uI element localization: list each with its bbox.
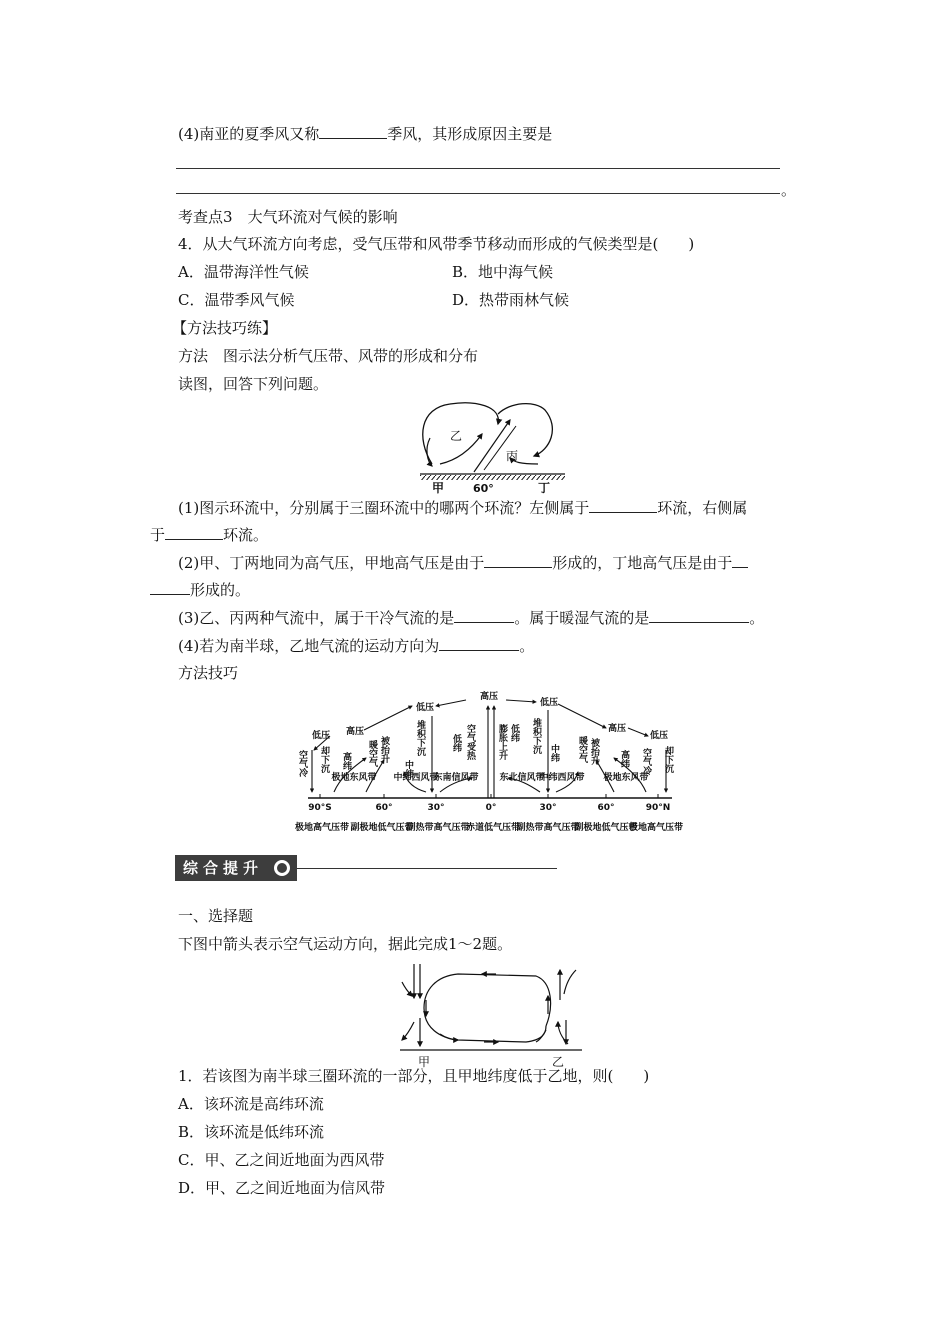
- fig2-lat-0: 90°S: [308, 803, 332, 813]
- answer-blank: [319, 123, 387, 139]
- fig2-top-lowp-r1: 低压: [650, 731, 669, 741]
- fig2-lat-5: 60°: [597, 803, 615, 813]
- fig2-top-highp-l2: 高压: [346, 727, 365, 737]
- fig2-vt-i: 空气受热: [465, 724, 475, 760]
- fig2-top-lowp-l1: 低压: [312, 731, 331, 741]
- fig2-vt-a: 空气冷: [297, 750, 307, 777]
- fig2-pressure-1: 副极地低气压带: [350, 823, 414, 833]
- fig1-label-60: 60°: [473, 482, 494, 495]
- choice-q1-option-a: A．该环流是高纬环流: [178, 1095, 324, 1113]
- fig2-pressure-5: 副极地低气压带: [574, 823, 638, 833]
- fig2-vt-f: 堆积下沉: [415, 720, 425, 756]
- fig2-wind-2: 东南信风带: [433, 773, 479, 783]
- fig3-label-jia: 甲: [418, 1055, 431, 1069]
- answer-blank: [454, 607, 514, 623]
- fig2-vt-d: 暖空气: [367, 740, 377, 767]
- method-line: 方法 图示法分析气压带、风带的形成和分布: [178, 347, 479, 365]
- pressure-wind-belt-figure: [294, 688, 684, 844]
- fig2-wind-5: 极地东风带: [603, 773, 649, 783]
- choice-q1-stem: 1．若该图为南半球三圈环流的一部分，且甲地纬度低于乙地，则( ): [178, 1067, 650, 1085]
- fig2-vt-m: 中纬: [549, 744, 559, 762]
- circulation-figure-2: [396, 960, 586, 1068]
- fig2-vt-k: 低纬: [509, 724, 519, 742]
- fig2-wind-0: 极地东风带: [331, 773, 377, 783]
- choice-q1-option-c: C．甲、乙之间近地面为西风带: [178, 1151, 385, 1169]
- fig2-pressure-2: 副热带高气压带: [406, 823, 470, 833]
- fig2-vt-p: 高纬: [619, 750, 629, 768]
- question-4-stem: 4．从大气环流方向考虑，受气压带和风带季节移动而形成的气候类型是( ): [178, 235, 695, 253]
- choice-q1-option-b: B．该环流是低纬环流: [178, 1123, 325, 1141]
- fig1-label-jia: 甲: [432, 481, 445, 495]
- fig2-lat-6: 90°N: [645, 803, 671, 813]
- fig2-lat-2: 30°: [427, 803, 445, 813]
- section-banner: 综合提升: [175, 855, 297, 881]
- option-c: C．温带季风气候: [178, 291, 295, 309]
- fig1-label-ding: 丁: [538, 481, 551, 495]
- fig2-vt-e: 被抬升: [379, 736, 389, 763]
- answer-blank: [649, 607, 749, 623]
- fig2-vt-c: 高纬: [341, 752, 351, 770]
- answer-line: [176, 193, 780, 194]
- fig2-vt-j: 膨胀上升: [497, 724, 507, 760]
- question-4-part4: (4)南亚的夏季风又称 季风，其形成原因主要是: [178, 125, 553, 143]
- fig2-pressure-6: 极地高气压带: [628, 823, 684, 833]
- answer-blank: [732, 552, 748, 568]
- method-tip: 方法技巧: [178, 664, 239, 682]
- fig2-pressure-4: 副热带高气压带: [516, 823, 580, 833]
- banner-rule: [297, 868, 557, 869]
- question-p4: (4)若为南半球，乙地气流的运动方向为 。: [178, 637, 535, 655]
- fig2-vt-g: 中纬: [403, 760, 413, 778]
- fig2-vt-q: 空气冷: [641, 748, 651, 775]
- choice-q1-option-d: D．甲、乙之间近地面为信风带: [178, 1179, 386, 1197]
- fig2-vt-b: 却下沉: [319, 746, 329, 773]
- question-p3: (3)乙、丙两种气流中，属于干冷气流的是 。属于暖湿气流的是 。: [178, 609, 765, 627]
- fig2-top-lowp-r3: 低压: [540, 698, 559, 708]
- choice-intro: 下图中箭头表示空气运动方向，据此完成1～2题。: [178, 935, 513, 953]
- fig1-label-bing: 丙: [506, 449, 519, 463]
- fig2-vt-n: 暖空气: [577, 736, 587, 763]
- fig2-vt-l: 堆积下沉: [531, 718, 541, 754]
- fig2-wind-1: 中纬西风带: [393, 773, 439, 783]
- answer-blank: [589, 497, 657, 513]
- fig3-label-yi: 乙: [552, 1055, 565, 1069]
- circulation-figure-1: [410, 398, 570, 494]
- fig2-lat-3: 0°: [485, 803, 497, 813]
- fig2-pressure-0: 极地高气压带: [294, 823, 350, 833]
- period-mark: 。: [781, 181, 797, 199]
- section-heading: 考查点3 大气环流对气候的影响: [178, 208, 398, 226]
- choice-heading: 一、选择题: [178, 907, 254, 925]
- answer-blank: [484, 552, 552, 568]
- fig1-label-yi: 乙: [450, 429, 463, 443]
- fig2-top-lowp-l3: 低压: [416, 703, 435, 713]
- method-heading: 【方法技巧练】: [172, 319, 278, 337]
- answer-blank: [150, 579, 190, 595]
- option-d: D．热带雨林气候: [452, 291, 570, 309]
- answer-blank: [165, 524, 223, 540]
- fig2-top-highp-r2: 高压: [608, 724, 627, 734]
- fig2-top-highp-c: 高压: [480, 692, 499, 702]
- question-p1-line2: 于 环流。: [150, 526, 269, 544]
- read-instruction: 读图，回答下列问题。: [178, 375, 329, 393]
- fig2-pressure-3: 赤道低气压带: [465, 823, 521, 833]
- fig2-wind-4: 中纬西风带: [539, 773, 585, 783]
- fig2-lat-1: 60°: [375, 803, 393, 813]
- fig2-vt-o: 被抬升: [589, 738, 599, 765]
- fig2-vt-h: 低纬: [451, 734, 461, 752]
- answer-line: [176, 168, 780, 169]
- option-b: B．地中海气候: [452, 263, 554, 281]
- question-p2-line1: (2)甲、丁两地同为高气压，甲地高气压是由于 形成的，丁地高气压是由于: [178, 552, 748, 573]
- fig2-wind-3: 东北信风带: [499, 773, 545, 783]
- answer-blank: [439, 635, 519, 651]
- fig2-lat-4: 30°: [539, 803, 557, 813]
- question-p1-line1: (1)图示环流中，分别属于三圈环流中的哪两个环流？左侧属于 环流，右侧属: [178, 499, 748, 517]
- question-p2-line2: 形成的。: [150, 579, 250, 600]
- option-a: A．温带海洋性气候: [178, 263, 309, 281]
- banner-dot-icon: [274, 860, 290, 876]
- fig2-vt-r: 却下沉: [663, 746, 673, 773]
